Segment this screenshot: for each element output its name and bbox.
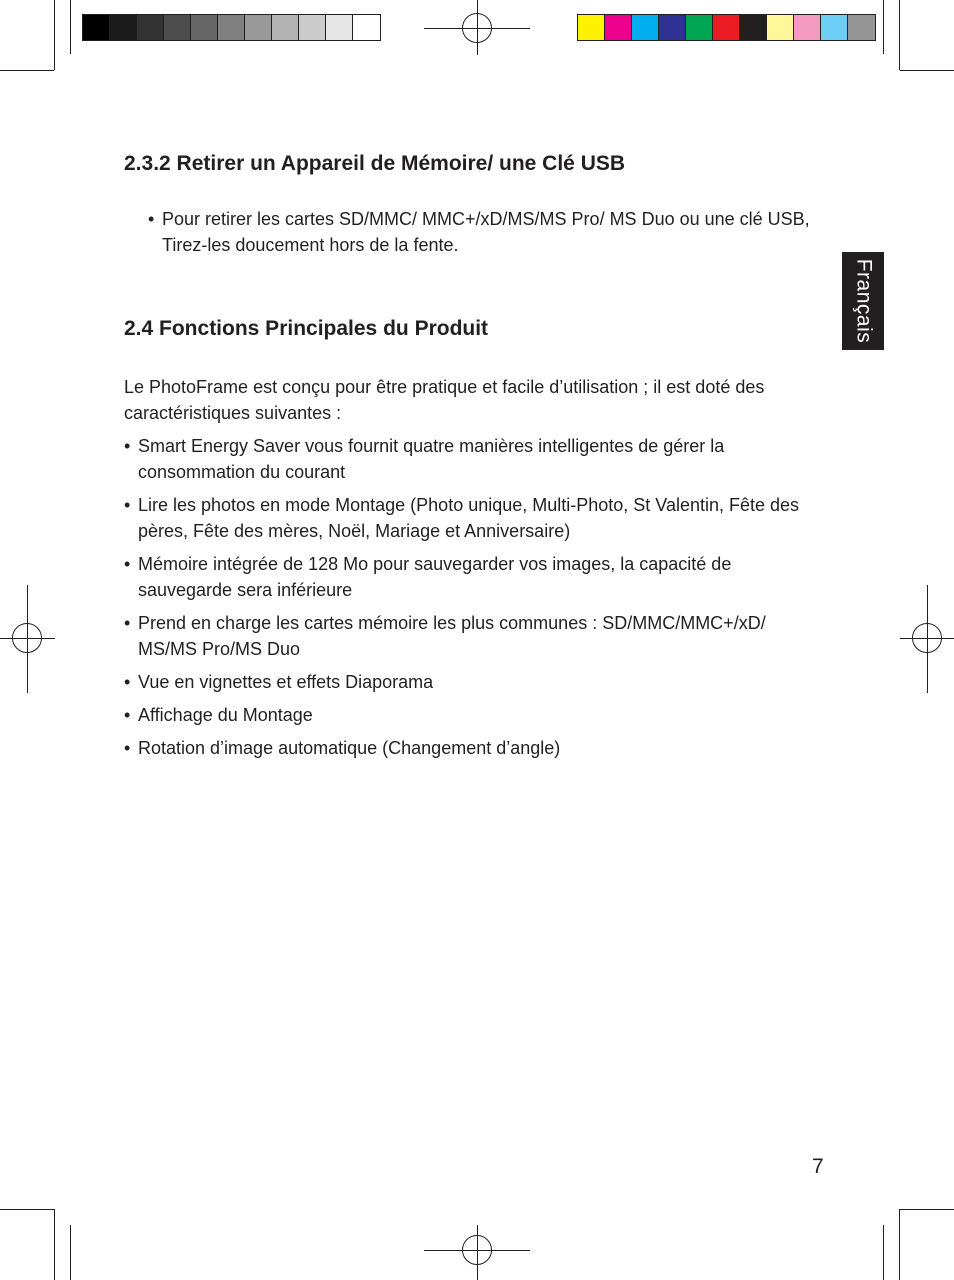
color-swatch (767, 15, 794, 40)
color-calibration-bar (577, 14, 876, 41)
color-swatch (686, 15, 713, 40)
bullet-icon: • (124, 705, 131, 725)
color-swatch (164, 15, 191, 40)
list-item: • Affichage du Montage (124, 702, 814, 728)
color-swatch (848, 15, 875, 40)
section-heading-2-4: 2.4 Fonctions Principales du Produit (124, 317, 489, 340)
list-item: • Lire les photos en mode Montage (Photo unique, Multi-Photo, St Valentin, Fête des pères, Fête des mères, Noël, Mariage et Anniversaire) (124, 492, 814, 544)
list-item: • Pour retirer les cartes SD/MMC/ MMC+/xD/MS/MS Pro/ MS Duo ou une clé USB, Tirez-les doucement hors de la fente. (148, 206, 818, 258)
bullet-icon: • (124, 738, 131, 758)
color-swatch (659, 15, 686, 40)
list-item: • Smart Energy Saver vous fournit quatre manières intelligentes de gérer la consommation du courant (124, 433, 814, 485)
bullet-icon: • (124, 672, 131, 692)
color-swatch (632, 15, 659, 40)
color-swatch (794, 15, 821, 40)
color-swatch (272, 15, 299, 40)
list-item: • Mémoire intégrée de 128 Mo pour sauvegarder vos images, la capacité de sauvegarde sera inférieure (124, 551, 814, 603)
color-swatch (326, 15, 353, 40)
list-item: • Vue en vignettes et effets Diaporama (124, 669, 814, 695)
color-swatch (821, 15, 848, 40)
color-swatch (218, 15, 245, 40)
bullet-icon: • (124, 613, 131, 633)
color-swatch (299, 15, 326, 40)
grayscale-calibration-bar (82, 14, 381, 41)
page-number: 7 (812, 1155, 824, 1178)
bullet-icon: • (148, 209, 155, 229)
features-bullet-list (124, 433, 814, 768)
list-item: • Rotation d’image automatique (Changement d’angle) (124, 735, 814, 761)
color-swatch (353, 15, 380, 40)
bullet-icon: • (124, 436, 131, 456)
language-tab-label: Français (852, 258, 875, 344)
language-tab (842, 252, 884, 350)
color-swatch (605, 15, 632, 40)
section-heading-2-3-2: 2.3.2 Retirer un Appareil de Mémoire/ une Clé USB (124, 152, 626, 175)
section-intro-paragraph: Le PhotoFrame est conçu pour être pratique et facile d’utilisation ; il est doté des caractéristiques suivantes : (124, 377, 765, 423)
color-swatch (740, 15, 767, 40)
bullet-icon: • (124, 554, 131, 574)
color-swatch (110, 15, 137, 40)
color-swatch (578, 15, 605, 40)
color-swatch (137, 15, 164, 40)
color-swatch (245, 15, 272, 40)
color-swatch (191, 15, 218, 40)
bullet-icon: • (124, 495, 131, 515)
list-item: • Prend en charge les cartes mémoire les plus communes : SD/MMC/MMC+/xD/ MS/MS Pro/MS Duo (124, 610, 814, 662)
color-swatch (83, 15, 110, 40)
color-swatch (713, 15, 740, 40)
removal-bullet-list (148, 206, 818, 265)
